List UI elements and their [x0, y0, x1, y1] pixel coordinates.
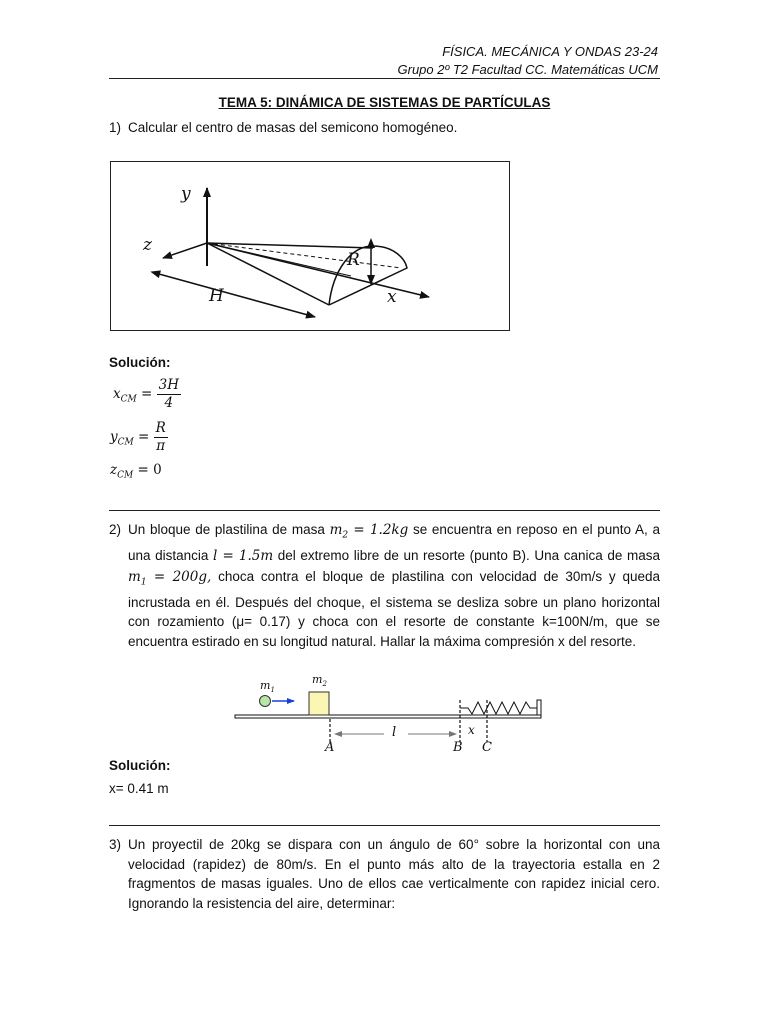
- header-course: FÍSICA. MECÁNICA Y ONDAS 23-24: [442, 44, 658, 59]
- ycm-fraction: [154, 420, 168, 455]
- question-3: [109, 835, 660, 913]
- axis-label-x: x: [387, 287, 397, 307]
- section-divider: [109, 825, 660, 826]
- point-a-label: A: [325, 740, 335, 755]
- question-2: [109, 520, 660, 651]
- header-group: Grupo 2º T2 Facultad CC. Matemáticas UCM: [397, 62, 658, 77]
- section-divider: [109, 510, 660, 511]
- header-divider: [109, 78, 660, 79]
- question-number: 1): [109, 120, 122, 135]
- axis-label-z: z: [143, 235, 152, 255]
- mass-m2: $m_2 = 1.2kg$: [329, 522, 409, 541]
- block-label: $m_2$: [312, 673, 327, 689]
- zcm-subscript: CM: [117, 470, 134, 481]
- xcm-denominator: 4: [164, 395, 174, 411]
- zcm-value: = 0: [137, 462, 162, 478]
- distance-l: l = 1.5m: [213, 548, 274, 565]
- semicone-figure: [110, 161, 510, 331]
- marble-label: $m_1$: [260, 679, 275, 695]
- question-text: Calcular el centro de masas del semicono homogéneo.: [128, 120, 458, 135]
- mass-m1: $m_1 = 200g$,: [128, 568, 212, 588]
- question-number: 3): [109, 837, 122, 852]
- ycm-equation: $y_{CM}$ = $\frac{R}{\pi}$: [110, 420, 166, 454]
- text-part: Un bloque de plastilina de masa: [128, 522, 325, 537]
- ycm-symbol: y: [110, 429, 118, 445]
- text-part: choca contra el bloque de plastilina con velocidad de 30m/s y queda incrustada en él. Después del choque, el sistema se desliza sobre un plano horizontal con rozamiento (μ= 0.17) y choca con el resorte de constante k=100N/m, que se encuentra estirado en su longitud natural. Hallar la máxima compresión x del resorte.: [128, 568, 660, 649]
- axis-label-y: y: [181, 184, 191, 204]
- text-part: se encuentra en reposo en el punto A, a una distancia: [128, 522, 660, 564]
- text-part: del extremo libre de un resorte (punto B). Una canica de masa: [277, 548, 660, 564]
- compression-x-label: x: [468, 723, 475, 737]
- zcm-equation: [110, 462, 162, 481]
- xcm-equation: $x_{CM}$ = $\frac{3H}{4}$: [113, 377, 180, 411]
- solution-answer: x= 0.41 m: [109, 781, 169, 796]
- spring-diagram: [232, 670, 552, 760]
- spring-figure: [232, 670, 552, 760]
- zcm-symbol: z: [110, 462, 118, 478]
- ycm-numerator: R: [155, 420, 166, 436]
- point-b-label: B: [453, 740, 463, 755]
- label-height: H: [209, 286, 224, 306]
- question-number: 2): [109, 522, 122, 537]
- xcm-symbol: x: [113, 386, 121, 402]
- question-1: [109, 118, 660, 138]
- solution-label: Solución:: [109, 355, 171, 370]
- xcm-subscript: CM: [120, 394, 137, 405]
- page-title: TEMA 5: DINÁMICA DE SISTEMAS DE PARTÍCULAS: [218, 95, 551, 110]
- question-text: Un proyectil de 20kg se dispara con un ángulo de 60° sobre la horizontal con una velocidad (rapidez) de 80m/s. En el punto más alto de la trayectoria estalla en 2 fragmentos de masas iguales. Uno de ellos cae verticalmente con rapidez inicial cero. Ignorando la resistencia del aire, determinar:: [128, 837, 660, 911]
- label-radius: R: [347, 250, 360, 270]
- question-text: [128, 520, 660, 651]
- ycm-denominator: π: [156, 438, 166, 454]
- distance-l-label: l: [392, 725, 397, 740]
- point-c-label: C: [482, 740, 492, 755]
- xcm-fraction: [157, 377, 181, 412]
- xcm-numerator: 3H: [158, 377, 180, 393]
- solution-label: Solución:: [109, 758, 171, 773]
- semicone-diagram: [111, 162, 509, 330]
- ycm-subscript: CM: [117, 437, 134, 448]
